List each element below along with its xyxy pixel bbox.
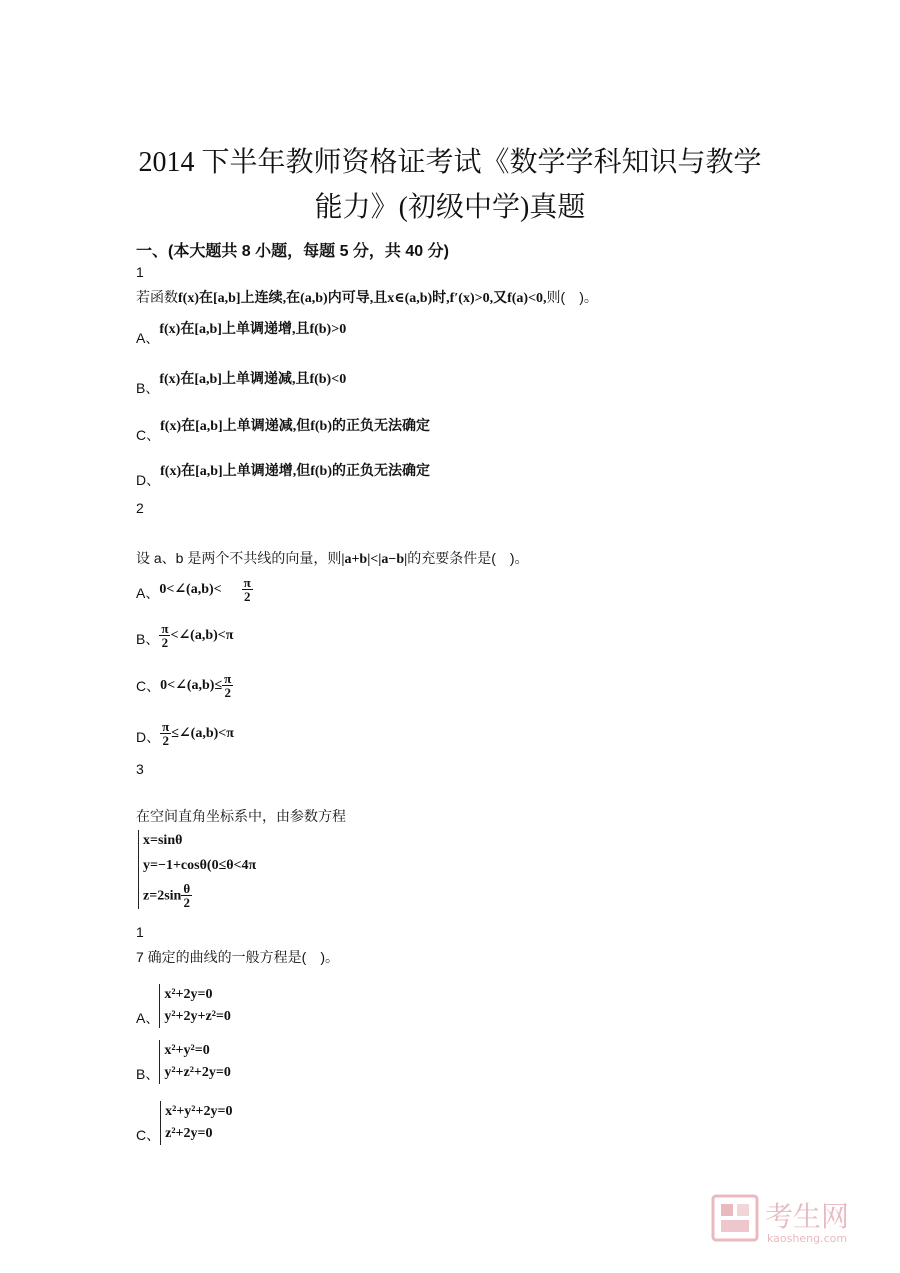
- watermark-url: kaosheng.com: [767, 1232, 848, 1245]
- watermark: [711, 1190, 876, 1253]
- option-d[interactable]: D、f(x)在[a,b]上单调递增,但f(b)的正负无法确定: [136, 464, 430, 488]
- option-d[interactable]: D、 $\frac{\pi}{2}$ ≤∠(a,b)<π: [136, 719, 234, 748]
- watermark-brand: 考生网: [765, 1200, 850, 1233]
- stem-formula: f(x)在[a,b]上连续,在(a,b)内可导,且x∈(a,b)时,f′(x)>0,又f(a)<0,: [178, 291, 547, 306]
- option-c[interactable]: C、0<∠(a,b)≤ $\frac{\pi}{2}$: [136, 671, 232, 700]
- question-fragment: 1: [136, 924, 144, 940]
- question-number: 2: [136, 500, 144, 516]
- question-stem: 设 a、b 是两个不共线的向量，则|a+b|<|a−b|的充要条件是( )。: [136, 550, 529, 567]
- option-b[interactable]: B、 x²+y²=0 y²+z²+2y=0: [136, 1036, 231, 1084]
- watermark-logo-icon: [711, 1190, 876, 1248]
- question-stem-continued: 7 确定的曲线的一般方程是( )。: [136, 949, 339, 965]
- option-b[interactable]: B、f(x)在[a,b]上单调递减,且f(b)<0: [136, 372, 347, 396]
- stem-formula: |a+b|<|a−b|: [341, 552, 408, 567]
- question-stem: 在空间直角坐标系中，由参数方程: [136, 808, 346, 824]
- page-title-line-1: 2014 下半年教师资格证考试《数学学科知识与教学: [138, 147, 762, 178]
- parametric-system: x=sinθ y=−1+cosθ(0≤θ<4π z=2sin $\frac{\theta}{2}$: [138, 830, 256, 909]
- option-b[interactable]: B、 $\frac{\pi}{2}$ <∠(a,b)<π: [136, 621, 234, 650]
- question-number: 1: [136, 264, 144, 280]
- option-a[interactable]: A、f(x)在[a,b]上单调递增,且f(b)>0: [136, 322, 347, 346]
- question-number: 3: [136, 761, 144, 777]
- option-c[interactable]: C、 x²+y²+2y=0 z²+2y=0: [136, 1097, 232, 1145]
- option-a[interactable]: A、0<∠(a,b)< $\frac{\pi}{2}$: [136, 575, 251, 604]
- section-heading: 一、(本大题共 8 小题，每题 5 分，共 40 分): [136, 243, 449, 260]
- option-a[interactable]: A、 x²+2y=0 y²+2y+z²=0: [136, 980, 231, 1028]
- question-stem: 若函数f(x)在[a,b]上连续,在(a,b)内可导,且x∈(a,b)时,f′(x)>0,又f(a)<0,则( )。: [136, 289, 598, 306]
- option-c[interactable]: C、f(x)在[a,b]上单调递减,但f(b)的正负无法确定: [136, 419, 430, 443]
- page-title-line-2: 能力》(初级中学)真题: [314, 192, 586, 223]
